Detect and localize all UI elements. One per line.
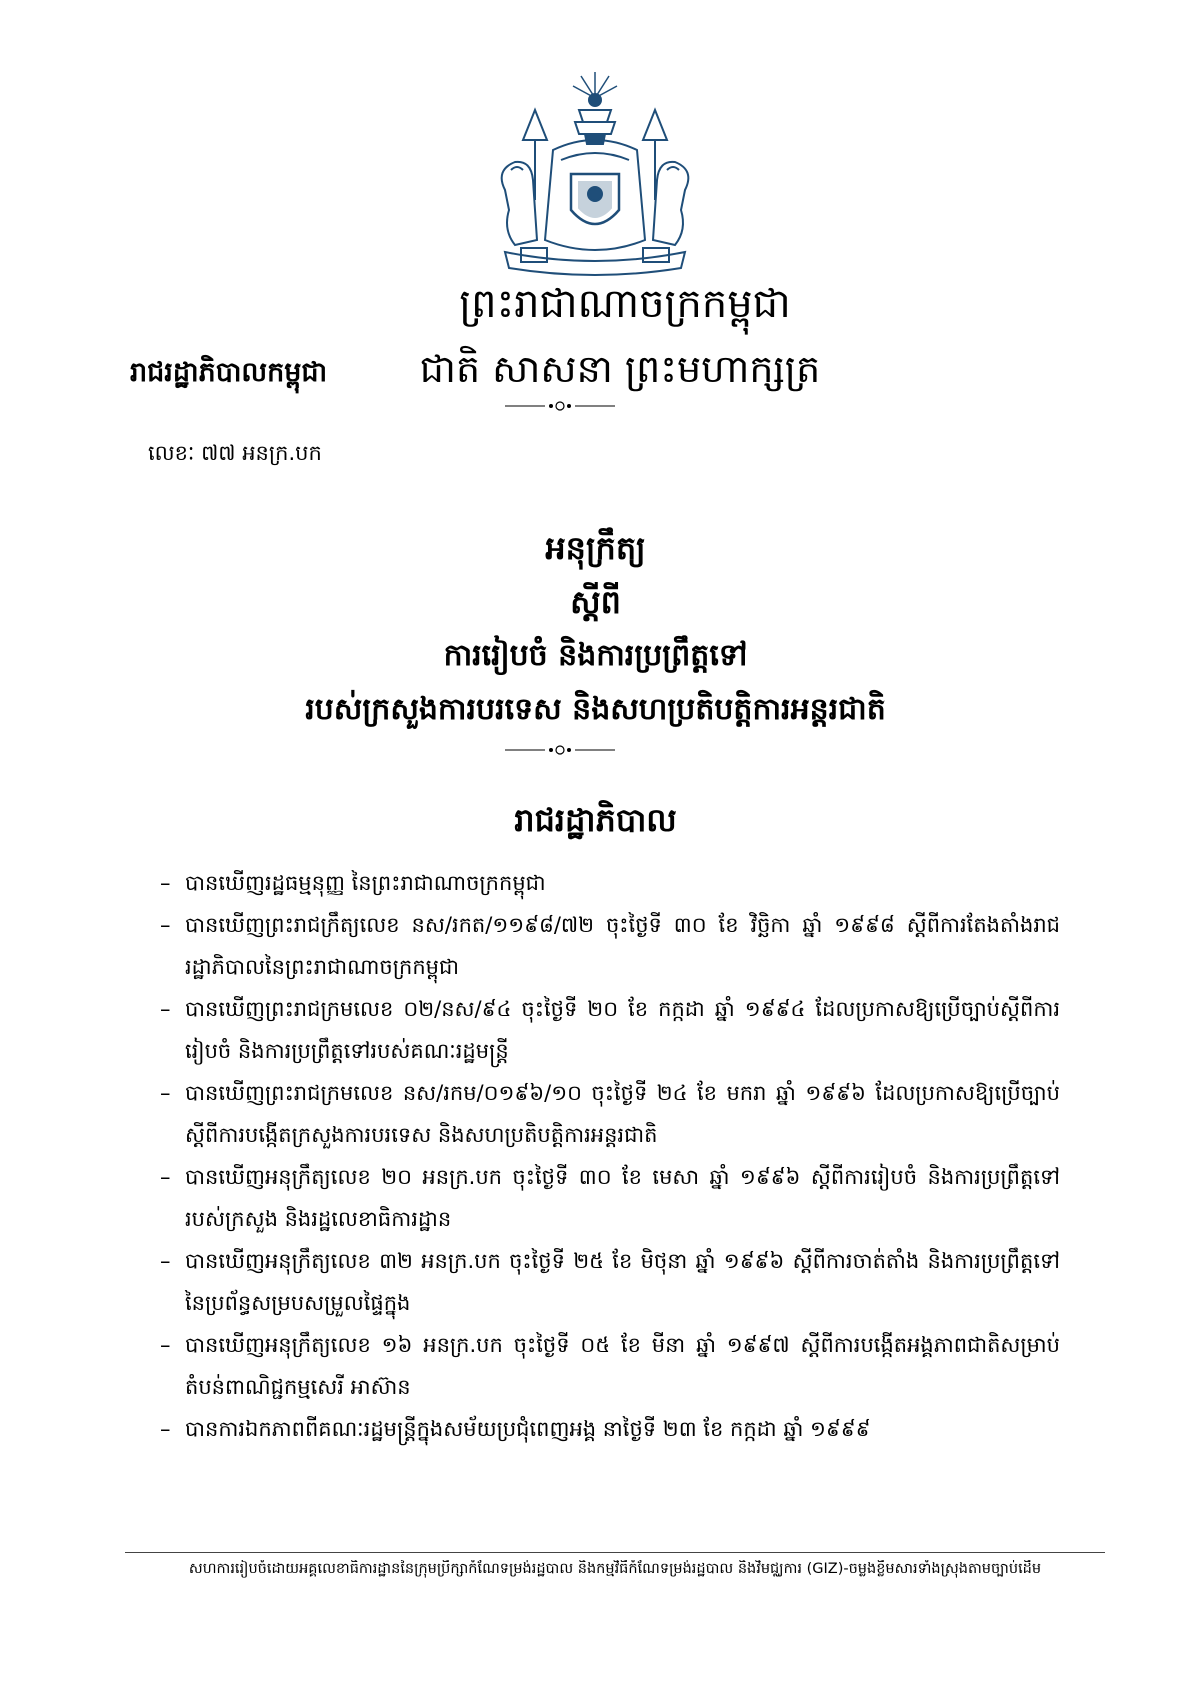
- government-name: រាជរដ្ឋាភិបាលកម្ពុជា: [130, 357, 328, 388]
- ornament-divider: [505, 398, 615, 414]
- royal-coat-of-arms-icon: [475, 70, 715, 280]
- title-line-1: ការរៀបចំ និងការប្រព្រឹត្តទៅ: [443, 638, 748, 673]
- document-type: អនុក្រឹត្យ: [545, 529, 646, 567]
- list-item: – បានឃើញព្រះរាជក្រមលេខ នស/រកម/០១៩៦/១០ ចុះថ្ងៃទី ២៤ ខែ មករា ឆ្នាំ ១៩៩៦ ដែលប្រកាសឱ្យប្រើច្បាប់ស្តីពីការបង្កើតក្រសួងការបរទេស និងសហប្រតិបត្តិការអន្តរជាតិ: [160, 1081, 1060, 1147]
- list-item: – បានឃើញព្រះរាជក្រឹត្យលេខ នស/រកត/១១៩៨/៧២ ចុះថ្ងៃទី ៣០ ខែ វិច្ឆិកា ឆ្នាំ ១៩៩៨ ស្តីពីការតែងតាំងរាជរដ្ឋាភិបាលនៃព្រះរាជាណាចក្រកម្ពុជា: [160, 913, 1060, 979]
- recital-list: [160, 862, 1060, 1450]
- list-item: – បានការឯកភាពពីគណៈរដ្ឋមន្ត្រីក្នុងសម័យប្រជុំពេញអង្គ នាថ្ងៃទី ២៣ ខែ កក្កដា ឆ្នាំ ១៩៩៩: [160, 1417, 871, 1441]
- ornament-divider: [505, 742, 615, 758]
- list-item: – បានឃើញរដ្ឋធម្មនុញ្ញ នៃព្រះរាជាណាចក្រកម្ពុជា: [160, 871, 546, 895]
- list-item: – បានឃើញព្រះរាជក្រមលេខ ០២/នស/៩៤ ចុះថ្ងៃទី ២០ ខែ កក្កដា ឆ្នាំ ១៩៩៤ ដែលប្រកាសឱ្យប្រើច្បាប់ស្តីពីការរៀបចំ និងការប្រព្រឹត្តទៅរបស់គណៈរដ្ឋមន្ត្រី: [160, 997, 1060, 1063]
- title-subject-label: ស្ដីពី: [570, 583, 621, 621]
- footer-note: សហការរៀបចំដោយអគ្គលេខាធិការដ្ឋាននៃក្រុមប្រឹក្សាកំណែទម្រង់រដ្ឋបាល និងកម្មវិធីកំណែទម្រង់រដ្ឋបាល និងវិមជ្ឈការ (GIZ)-ចម្លងខ្លឹមសារទាំងស្រុងតាមច្បាប់ដើម: [188, 1561, 1042, 1577]
- footer-divider: [125, 1552, 1105, 1553]
- title-line-2: របស់ក្រសួងការបរទេស និងសហប្រតិបត្តិការអន្តរជាតិ: [305, 692, 886, 727]
- list-item: – បានឃើញអនុក្រឹត្យលេខ ៣២ អនក្រ.បក ចុះថ្ងៃទី ២៥ ខែ មិថុនា ឆ្នាំ ១៩៩៦ ស្តីពីការចាត់តាំង និងការប្រព្រឹត្តទៅនៃប្រព័ន្ធសម្របសម្រួលផ្ទៃក្នុង: [160, 1249, 1060, 1315]
- reference-number: លេខៈ ៧៧ អនក្រ.បក: [148, 441, 322, 465]
- section-heading: រាជរដ្ឋាភិបាល: [514, 801, 677, 839]
- list-item: – បានឃើញអនុក្រឹត្យលេខ ១៦ អនក្រ.បក ចុះថ្ងៃទី ០៥ ខែ មីនា ឆ្នាំ ១៩៩៧ ស្តីពីការបង្កើតអង្គភាពជាតិសម្រាប់តំបន់ពាណិជ្ជកម្មសេរី អាស៊ាន: [160, 1333, 1060, 1399]
- list-item: – បានឃើញអនុក្រឹត្យលេខ ២០ អនក្រ.បក ចុះថ្ងៃទី ៣០ ខែ មេសា ឆ្នាំ ១៩៩៦ ស្តីពីការរៀបចំ និងការប្រព្រឹត្តទៅរបស់ក្រសួង និងរដ្ឋលេខាធិការដ្ឋាន: [160, 1165, 1060, 1231]
- national-motto: ជាតិ សាសនា ព្រះមហាក្សត្រ: [419, 347, 821, 391]
- kingdom-name: ព្រះរាជាណាចក្រកម្ពុជា: [459, 281, 791, 327]
